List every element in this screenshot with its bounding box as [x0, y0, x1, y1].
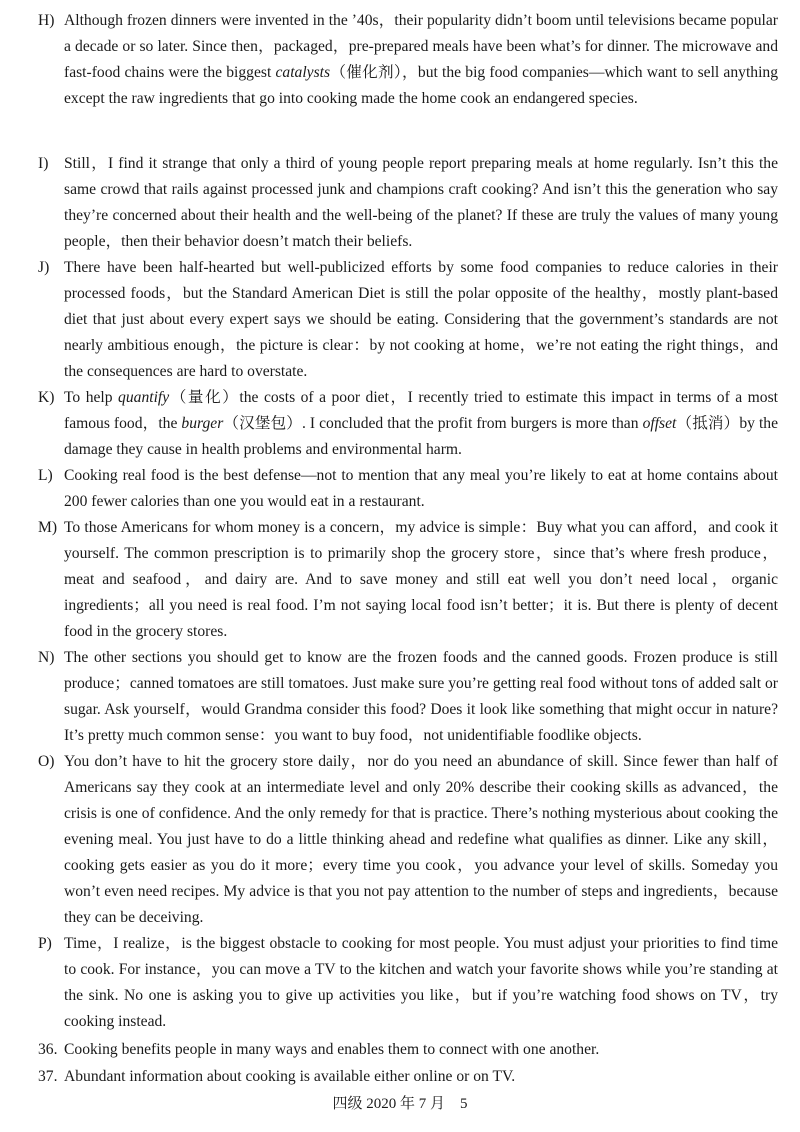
- paragraph-text: To help quantify（量化）the costs of a poor diet，I recently tried to estimate this impact in terms of a most famous food，the burger（汉堡包）. I concluded that the profit from burgers is more than offset（抵消）by the damage they cause in health problems and environmental harm.: [64, 389, 779, 458]
- paragraph-label: J): [38, 259, 50, 276]
- question-number: 37.: [38, 1068, 58, 1085]
- paragraph-label: I): [38, 155, 49, 172]
- paragraph-label: K): [38, 389, 55, 406]
- paragraph-label: P): [38, 935, 52, 952]
- paragraph-text: To those Americans for whom money is a concern，my advice is simple：Buy what you can afford，and cook it yourself. The common prescription is to primarily shop the grocery store，since that’s where fresh produce，meat and seafood，and dairy are. And to save money and still eat well you don’t need local，organic ingredients；all you need is real food. I’m not saying local food isn’t better；it is. But there is plenty of decent food in the grocery stores.: [64, 519, 778, 640]
- paragraph-l: [38, 463, 778, 515]
- paragraph-label: N): [38, 649, 55, 666]
- paragraph-text: The other sections you should get to know are the frozen foods and the canned goods. Frozen produce is still produce；canned tomatoes are still tomatoes. Just make sure you’re getting real food without tons of added salt or sugar. Ask yourself，would Grandma consider this food? Does it look like something that might occur in nature? It’s pretty much common sense：you want to buy food，not unidentifiable foodlike objects.: [64, 649, 778, 744]
- keyword-burger: burger: [181, 415, 224, 432]
- paragraph-label: H): [38, 12, 55, 29]
- paragraph-p: [38, 931, 778, 1035]
- paragraph-h: [38, 8, 778, 112]
- question-text: Cooking benefits people in many ways and enables them to connect with one another.: [64, 1041, 600, 1058]
- paragraph-text: Cooking real food is the best defense—not to mention that any meal you’re likely to eat at home contains about 200 fewer calories than one you would eat in a restaurant.: [64, 467, 778, 510]
- keyword-catalysts: catalysts: [275, 64, 331, 81]
- page-number: 5: [460, 1096, 468, 1112]
- paragraph-text: Still，I find it strange that only a third of young people report preparing meals at home regularly. Isn’t this the same crowd that rails against processed junk and champions craft cooking? And isn’t this the generation who say they’re concerned about their health and the well-being of the planet? If these are truly the values of many young people，then their behavior doesn’t match their beliefs.: [64, 155, 778, 250]
- paragraph-text: You don’t have to hit the grocery store daily，nor do you need an abundance of skill. Since fewer than half of Americans say they cook at an intermediate level and only 20% describe their cooking skills as advanced，the crisis is one of confidence. And the only remedy for that is practice. There’s nothing mysterious about cooking the evening meal. You just have to do a little thinking ahead and redefine what qualifies as dinner. Like any skill，cooking gets easier as you do it more；every time you cook，you advance your level of skills. Someday you won’t even need recipes. My advice is that you not pay attention to the number of steps and ingredients，because they can be deceiving.: [64, 753, 778, 926]
- paragraph-i: [38, 151, 778, 255]
- keyword-offset: offset: [642, 415, 677, 432]
- question-number: 36.: [38, 1041, 58, 1058]
- page-footer: [0, 1093, 800, 1115]
- paragraph-label: O): [38, 753, 55, 770]
- paragraph-text: Time，I realize，is the biggest obstacle to cooking for most people. You must adjust your priorities to find time to cook. For instance，you can move a TV to the kitchen and watch your favorite shows while you’re standing at the sink. No one is asking you to give up activities you like，but if you’re watching food shows on TV，try cooking instead.: [64, 935, 778, 1030]
- question-text: Abundant information about cooking is available either online or on TV.: [64, 1068, 516, 1085]
- question-36: [38, 1037, 778, 1063]
- question-37: [38, 1064, 778, 1090]
- paragraph-j: [38, 255, 778, 385]
- exam-label: 四级 2020 年 7 月: [332, 1096, 445, 1112]
- paragraph-n: [38, 645, 778, 749]
- keyword-quantify: quantify: [118, 389, 170, 406]
- paragraph-k: [38, 385, 778, 463]
- paragraph-text: Although frozen dinners were invented in the ’40s，their popularity didn’t boom until televisions became popular a decade or so later. Since then，packaged，pre-prepared meals have been what’s for dinner. The microwave and fast-food chains were the biggest catalysts（催化剂），but the big food companies—which want to sell anything except the raw ingredients that go into cooking made the home cook an endangered species.: [64, 12, 778, 107]
- paragraph-o: [38, 749, 778, 931]
- paragraph-label: L): [38, 467, 53, 484]
- paragraph-text: There have been half-hearted but well-publicized efforts by some food companies to reduce calories in their processed foods，but the Standard American Diet is still the polar opposite of the healthy，mostly plant-based diet that just about every expert says we should be eating. Considering that the government’s standards are not nearly ambitious enough，the picture is clear：by not cooking at home，we’re not eating the right things，and the consequences are hard to overstate.: [64, 259, 778, 380]
- paragraph-label: M): [38, 519, 58, 536]
- paragraph-m: [38, 515, 778, 645]
